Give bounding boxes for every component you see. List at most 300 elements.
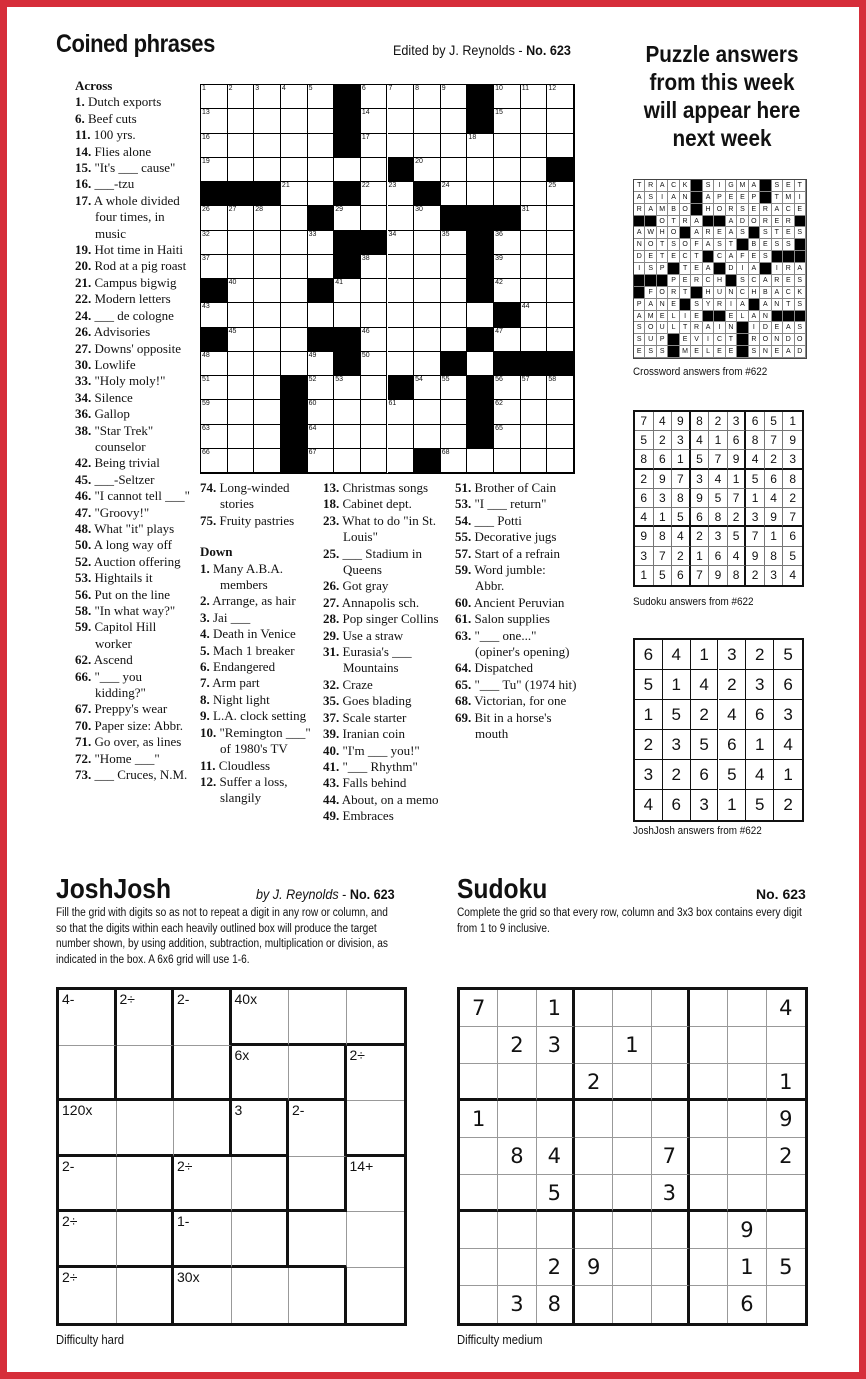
crossword-cell [308, 449, 335, 473]
sudoku-empty-cell[interactable] [652, 1286, 690, 1323]
sudoku-empty-cell[interactable] [690, 1249, 728, 1286]
clue-text: "Home ___" [94, 750, 160, 766]
joshjosh-cell[interactable] [117, 1046, 175, 1102]
crossword-cell [308, 85, 335, 109]
clue-number: 59. [455, 562, 472, 578]
cage-target-label: 30x [177, 1268, 200, 1285]
sudoku-empty-cell[interactable] [690, 1175, 728, 1212]
clue-text: Pop singer Collins [342, 611, 439, 627]
sudoku-empty-cell[interactable] [460, 1027, 498, 1064]
clue [75, 669, 195, 702]
clue [200, 626, 322, 642]
sudoku-empty-cell[interactable] [575, 1175, 613, 1212]
answer-letter: T [726, 239, 737, 251]
sudoku-given-cell: 2 [498, 1027, 536, 1064]
answer-letter: A [703, 263, 714, 275]
clue [200, 480, 322, 513]
sudoku-empty-cell[interactable] [575, 1027, 613, 1064]
cage-target-label: 2÷ [119, 991, 135, 1007]
joshjosh-cell[interactable] [289, 1268, 347, 1324]
answer-letter: I [726, 299, 737, 311]
clue-number: 17. [75, 192, 92, 208]
crossword-cell [308, 400, 335, 424]
clue-text: Paper size: Abbr. [94, 717, 183, 733]
answer-letter: H [657, 227, 668, 239]
answer-letter: R [691, 275, 702, 287]
clue-number-label: 5 [308, 85, 313, 92]
sudoku-given-cell: 1 [460, 1101, 498, 1138]
cage-target-label: 4- [62, 991, 75, 1007]
sudoku-empty-cell[interactable] [498, 1212, 536, 1249]
sudoku-empty-cell[interactable] [767, 1286, 805, 1323]
sudoku-empty-cell[interactable] [460, 1064, 498, 1101]
clue-number: 37. [323, 709, 340, 725]
clue [75, 521, 195, 537]
sudoku-empty-cell[interactable] [613, 1064, 651, 1101]
crossword-cell [521, 449, 548, 473]
joshjosh-cell[interactable] [117, 1101, 175, 1157]
sudoku-answer-cell: 5 [672, 508, 691, 527]
sudoku-empty-cell[interactable] [575, 990, 613, 1027]
sudoku-given-cell: 3 [498, 1286, 536, 1323]
sudoku-answer-cell: 3 [765, 566, 784, 585]
clue-text: Victorian, for one [474, 693, 567, 709]
down-clues-list-3 [455, 480, 577, 743]
crossword-cell [467, 134, 494, 158]
answer-letter: I [680, 311, 691, 323]
answer-letter: S [795, 299, 806, 311]
black-square [388, 158, 415, 182]
crossword-cell [334, 376, 361, 400]
clue-number-label: 60 [308, 400, 317, 408]
clue-number: 12. [200, 773, 217, 789]
answer-black-square [703, 216, 714, 228]
clue-text: Goes blading [342, 693, 412, 709]
sudoku-empty-cell[interactable] [690, 1027, 728, 1064]
crossword-cell [547, 109, 574, 133]
sudoku-empty-cell[interactable] [652, 1027, 690, 1064]
clue-text: "Remington ___" of 1980's TV [219, 724, 311, 757]
crossword-cell [494, 376, 521, 400]
answer-letter: I [737, 263, 748, 275]
clue [75, 701, 195, 717]
joshjosh-answer-cell: 4 [635, 790, 663, 820]
clue-number: 39. [323, 726, 340, 742]
clue [323, 792, 451, 808]
crossword-cell [414, 255, 441, 279]
crossword-cell [414, 109, 441, 133]
clue-text: "Holy moly!" [94, 373, 166, 389]
answer-letter: A [737, 299, 748, 311]
sudoku-empty-cell[interactable] [613, 990, 651, 1027]
sudoku-empty-cell[interactable] [767, 1212, 805, 1249]
crossword-cell [441, 425, 468, 449]
sudoku-answer-cell: 2 [654, 431, 673, 450]
sudoku-answer-cell: 4 [709, 470, 728, 489]
answer-letter: S [645, 346, 656, 358]
black-square [254, 182, 281, 206]
black-square [388, 376, 415, 400]
clue-number-label: 2 [228, 85, 233, 92]
clues-column-2 [200, 480, 322, 807]
clue-text: Capitol Hill worker [94, 619, 157, 651]
answer-letter: S [668, 239, 679, 251]
clue [455, 546, 577, 562]
clue [323, 496, 451, 512]
joshjosh-cell[interactable] [174, 1046, 232, 1102]
crossword-cell [521, 158, 548, 182]
clue-text: Modern letters [94, 291, 171, 307]
clue-number-label: 65 [495, 424, 503, 432]
sudoku-answer-cell: 6 [709, 547, 728, 566]
sudoku-empty-cell[interactable] [728, 990, 766, 1027]
clue [200, 610, 322, 626]
joshjosh-cell[interactable] [289, 1157, 347, 1213]
sudoku-empty-cell[interactable] [767, 1027, 805, 1064]
answer-letter: O [657, 216, 668, 228]
answer-letter: E [714, 346, 725, 358]
clue-text: Falls behind [342, 775, 407, 791]
sudoku-empty-cell[interactable] [498, 1101, 536, 1138]
sudoku-answer-cell: 8 [709, 508, 728, 527]
crossword-cell [281, 158, 308, 182]
clue [323, 693, 451, 709]
clue-number-label: 53 [335, 376, 343, 383]
crossword-cell [308, 231, 335, 255]
crossword-cell [467, 352, 494, 376]
answer-letter: E [668, 299, 679, 311]
answer-letter: R [680, 216, 691, 228]
joshjosh-cell[interactable] [232, 1268, 290, 1324]
clue-number-label: 10 [495, 85, 503, 92]
clue-number: 40. [323, 742, 340, 758]
joshjosh-answer-cell: 1 [663, 670, 691, 700]
clue-number: 62. [75, 652, 92, 668]
sudoku-answer-cell: 8 [765, 547, 784, 566]
answer-black-square [737, 322, 748, 334]
sudoku-given-cell: 2 [537, 1249, 575, 1286]
sudoku-empty-cell[interactable] [575, 1212, 613, 1249]
crossword-cell [254, 158, 281, 182]
sudoku-answer-cell: 6 [672, 566, 691, 585]
joshjosh-title: JoshJosh [56, 873, 172, 904]
joshjosh-cell[interactable] [347, 1101, 405, 1157]
answer-letter: H [714, 275, 725, 287]
sudoku-answer-cell: 8 [635, 450, 654, 469]
crossword-cell [414, 400, 441, 424]
clue-text: Auction offering [93, 553, 181, 569]
joshjosh-answer-cell: 4 [774, 730, 802, 760]
answer-black-square [795, 251, 806, 263]
clue-number-label: 61 [388, 400, 397, 408]
sudoku-answer-cell: 1 [691, 547, 710, 566]
clue-text: Craze [342, 676, 373, 692]
answer-letter: D [726, 263, 737, 275]
editor-credit: Edited by J. Reynolds - [393, 42, 527, 58]
sudoku-empty-cell[interactable] [460, 1138, 498, 1175]
sudoku-answer-cell: 4 [691, 431, 710, 450]
sudoku-empty-cell[interactable] [460, 1286, 498, 1323]
sudoku-answer-cell: 9 [746, 547, 765, 566]
clue-number-label: 3 [255, 85, 260, 92]
clues-column-1 [75, 78, 195, 783]
sudoku-empty-cell[interactable] [537, 1064, 575, 1101]
sudoku-answer-cell: 9 [765, 508, 784, 527]
crossword-cell [254, 449, 281, 473]
answer-black-square [691, 180, 702, 192]
crossword-cell [228, 158, 255, 182]
sudoku-empty-cell[interactable] [728, 1027, 766, 1064]
joshjosh-cell[interactable] [232, 1212, 290, 1268]
sudoku-empty-cell[interactable] [460, 1175, 498, 1212]
crossword-cell [361, 303, 388, 327]
answer-letter: C [714, 251, 725, 263]
sudoku-empty-cell[interactable] [537, 1212, 575, 1249]
answer-letter: K [795, 287, 806, 299]
joshjosh-cell[interactable] [59, 1046, 117, 1102]
answer-letter: A [645, 204, 656, 216]
joshjosh-cell[interactable] [347, 990, 405, 1046]
clue-number-label: 54 [415, 376, 423, 383]
clue-text: ___ Stadium in Queens [342, 545, 422, 578]
clue-number-label: 32 [202, 230, 210, 238]
sudoku-empty-cell[interactable] [652, 990, 690, 1027]
sudoku-given-cell: 1 [613, 1027, 651, 1064]
clue-number: 1. [75, 94, 85, 110]
sudoku-empty-cell[interactable] [728, 1138, 766, 1175]
clue-number: 48. [75, 520, 92, 536]
sudoku-empty-cell[interactable] [652, 1064, 690, 1101]
joshjosh-cell[interactable] [289, 1212, 347, 1268]
joshjosh-cell[interactable] [232, 1157, 290, 1213]
answer-letter: A [749, 180, 760, 192]
crossword-cell [281, 352, 308, 376]
crossword-cell [521, 85, 548, 109]
sudoku-empty-cell[interactable] [537, 1101, 575, 1138]
joshjosh-cell[interactable] [289, 1046, 347, 1102]
clue [75, 341, 195, 357]
answer-letter: R [760, 204, 771, 216]
clue-number: 35. [323, 693, 340, 709]
crossword-cell [228, 303, 255, 327]
clue-text: Jai ___ [213, 609, 251, 625]
sudoku-empty-cell[interactable] [613, 1249, 651, 1286]
answer-letter: I [657, 192, 668, 204]
answer-letter: D [737, 216, 748, 228]
answer-letter: L [703, 346, 714, 358]
sudoku-empty-cell[interactable] [613, 1101, 651, 1138]
joshjosh-cell[interactable] [347, 1268, 405, 1324]
crossword-cell [414, 328, 441, 352]
black-square [467, 255, 494, 279]
cage-target-label: 2÷ [62, 1213, 78, 1229]
clue-text: "Star Trek" counselor [94, 422, 154, 454]
sudoku-answer-cell: 5 [746, 470, 765, 489]
clue-text: Go over, as lines [94, 734, 182, 750]
answer-letter: S [703, 180, 714, 192]
sudoku-empty-cell[interactable] [690, 1212, 728, 1249]
crossword-cell [388, 328, 415, 352]
clue-text: About, on a memo [341, 791, 439, 807]
sudoku-empty-cell[interactable] [498, 990, 536, 1027]
clue-number-label: 47 [495, 327, 503, 335]
clue-number: 8. [200, 691, 210, 707]
sudoku-empty-cell[interactable] [575, 1101, 613, 1138]
clue [75, 603, 195, 619]
joshjosh-answer-cell: 3 [746, 670, 774, 700]
answer-letter: T [634, 180, 645, 192]
clue-number-label: 43 [202, 303, 210, 311]
answer-letter: D [783, 334, 794, 346]
sudoku-empty-cell[interactable] [652, 1249, 690, 1286]
clue-number: 7. [200, 675, 210, 691]
clue-number: 42. [75, 455, 92, 471]
answer-letter: U [714, 287, 725, 299]
clue-number: 53. [75, 570, 92, 586]
clue [75, 767, 195, 783]
sudoku-answer-cell: 5 [691, 450, 710, 469]
answer-letter: E [726, 192, 737, 204]
crossword-cell [228, 279, 255, 303]
sudoku-empty-cell[interactable] [767, 1175, 805, 1212]
answer-letter: S [760, 251, 771, 263]
sudoku-empty-cell[interactable] [690, 1138, 728, 1175]
sudoku-empty-cell[interactable] [460, 1249, 498, 1286]
sudoku-empty-cell[interactable] [690, 1286, 728, 1323]
clue-text: Eurasia's ___ Mountains [342, 644, 412, 676]
sudoku-answer-cell: 7 [709, 450, 728, 469]
joshjosh-cell[interactable] [347, 1212, 405, 1268]
clue [323, 726, 451, 742]
crossword-cell [254, 303, 281, 327]
answer-black-square [783, 251, 794, 263]
joshjosh-answer-cell: 2 [746, 640, 774, 670]
sudoku-empty-cell[interactable] [728, 1064, 766, 1101]
answer-letter: M [657, 204, 668, 216]
clue-number: 27. [75, 340, 92, 356]
answer-letter: N [657, 299, 668, 311]
sudoku-given-cell: 9 [767, 1101, 805, 1138]
sudoku-empty-cell[interactable] [498, 1064, 536, 1101]
clue [200, 675, 322, 691]
crossword-cell [254, 109, 281, 133]
black-square [467, 425, 494, 449]
crossword-cell [388, 352, 415, 376]
clue [455, 693, 577, 709]
cage-target-label: 2- [62, 1157, 75, 1174]
answer-black-square [760, 192, 771, 204]
crossword-cell [388, 134, 415, 158]
answer-letter: A [783, 322, 794, 334]
clue-text: Gallop [94, 406, 130, 422]
sudoku-empty-cell[interactable] [728, 1101, 766, 1138]
clue [200, 659, 322, 675]
answer-letter: S [760, 227, 771, 239]
sudoku-empty-cell[interactable] [460, 1212, 498, 1249]
clue-number: 67. [75, 701, 92, 717]
crossword-cell [494, 279, 521, 303]
joshjosh-cell[interactable] [117, 1268, 175, 1324]
clue-number: 38. [75, 422, 92, 438]
clue-number: 6. [75, 110, 85, 126]
clue-number-label: 68 [441, 448, 450, 456]
crossword-cell [228, 328, 255, 352]
clue [455, 611, 577, 627]
crossword-cell [388, 303, 415, 327]
sudoku-empty-cell[interactable] [613, 1286, 651, 1323]
answer-letter: S [714, 239, 725, 251]
sudoku-answer-cell: 1 [672, 450, 691, 469]
sudoku-empty-cell[interactable] [690, 1064, 728, 1101]
crossword-cell [308, 255, 335, 279]
sudoku-empty-cell[interactable] [728, 1175, 766, 1212]
crossword-cell [547, 376, 574, 400]
clue-number: 23. [323, 512, 340, 528]
clue-number-label: 19 [202, 157, 210, 165]
sudoku-empty-cell[interactable] [575, 1286, 613, 1323]
answer-letter: A [645, 299, 656, 311]
sudoku-empty-cell[interactable] [690, 990, 728, 1027]
answer-letter: T [680, 322, 691, 334]
sudoku-given-cell: 2 [575, 1064, 613, 1101]
clue-text: ___ Cruces, N.M. [94, 767, 188, 783]
clue [455, 513, 577, 529]
sudoku-empty-cell[interactable] [652, 1212, 690, 1249]
joshjosh-cell[interactable] [174, 1101, 232, 1157]
sudoku-empty-cell[interactable] [575, 1138, 613, 1175]
clue [323, 595, 451, 611]
answer-black-square [772, 251, 783, 263]
joshjosh-cell[interactable] [117, 1157, 175, 1213]
crossword-cell [547, 303, 574, 327]
crossword-cell [494, 158, 521, 182]
clue [323, 775, 451, 791]
clue-number-label: 49 [308, 351, 317, 359]
clue-text: Bit in a horse's mouth [474, 709, 552, 742]
sudoku-empty-cell[interactable] [498, 1175, 536, 1212]
answer-black-square [737, 239, 748, 251]
answer-letter: T [772, 227, 783, 239]
sudoku-empty-cell[interactable] [652, 1101, 690, 1138]
crossword-cell [494, 449, 521, 473]
black-square [228, 182, 255, 206]
joshjosh-cell[interactable] [289, 990, 347, 1046]
clue-number-label: 9 [441, 85, 446, 92]
clue-number-label: 46 [361, 327, 370, 335]
joshjosh-cell[interactable] [117, 1212, 175, 1268]
answer-black-square [795, 216, 806, 228]
clue [323, 710, 451, 726]
clue-number: 4. [200, 626, 210, 642]
crossword-cell [228, 231, 255, 255]
answer-letter: I [634, 263, 645, 275]
crossword-cell [281, 328, 308, 352]
sudoku-answer-cell: 2 [746, 566, 765, 585]
crossword-cell [254, 352, 281, 376]
sudoku-empty-cell[interactable] [690, 1101, 728, 1138]
clue-number: 15. [75, 160, 92, 176]
sudoku-empty-cell[interactable] [613, 1175, 651, 1212]
sudoku-empty-cell[interactable] [613, 1138, 651, 1175]
clue-text: Cloudless [218, 757, 271, 773]
clue [455, 710, 577, 743]
sudoku-empty-cell[interactable] [498, 1249, 536, 1286]
sudoku-empty-cell[interactable] [613, 1212, 651, 1249]
clue-number-label: 57 [521, 376, 530, 383]
crossword-cell [494, 425, 521, 449]
answer-letter: B [760, 287, 771, 299]
black-square [494, 352, 521, 376]
